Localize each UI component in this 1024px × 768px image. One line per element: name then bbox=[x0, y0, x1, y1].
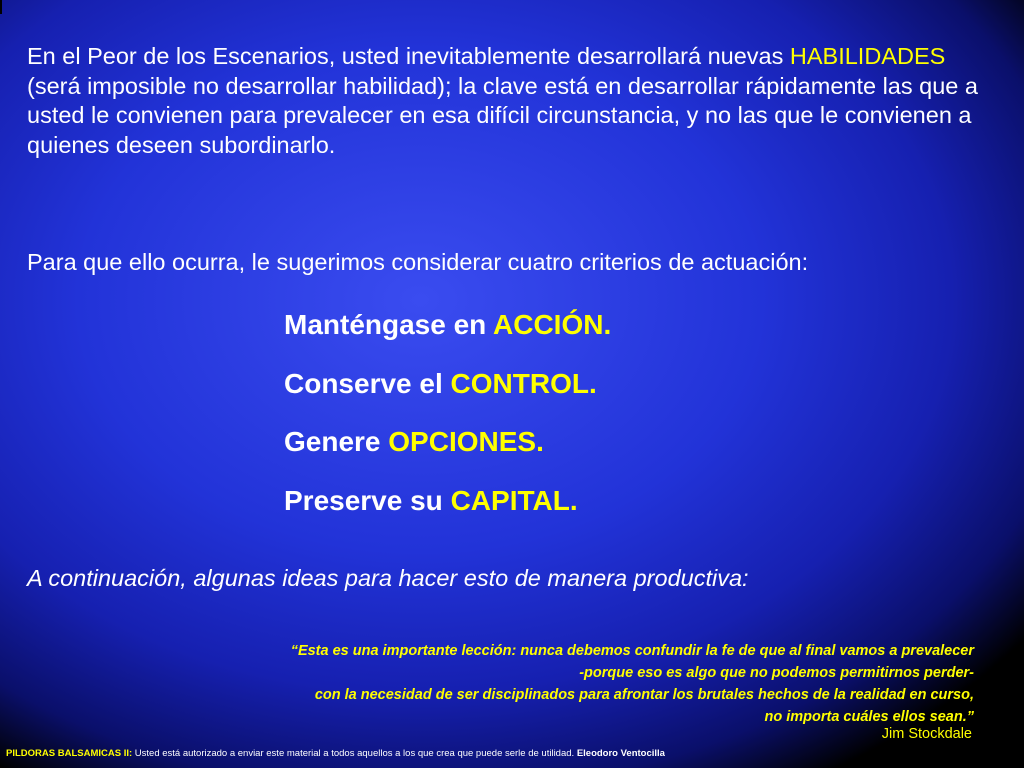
criterion-item bbox=[284, 423, 611, 482]
criterion-keyword: OPCIONES. bbox=[388, 426, 544, 457]
footer-notice: Usted está autorizado a enviar este material a todos aquellos a los que crea que puede serle de utilidad. bbox=[134, 748, 575, 759]
criterion-prefix: Conserve el bbox=[284, 367, 451, 399]
footer-author: Eleodoro Ventocilla bbox=[576, 748, 665, 759]
next-ideas-text: A continuación, algunas ideas para hacer esto de manera productiva: bbox=[27, 565, 749, 591]
intro-text-part2: (será imposible no desarrollar habilidad); la clave está en desarrollar rápidamente las que a usted le convienen para prevalecer en esa difícil circunstancia, y no las que le convienen a quienes deseen subordinarlo. bbox=[27, 72, 978, 158]
footer-brand: PILDORAS BALSAMICAS II: bbox=[6, 748, 133, 759]
criteria-list bbox=[284, 306, 611, 540]
slide-edge-mark bbox=[0, 0, 2, 14]
intro-paragraph bbox=[27, 42, 987, 160]
criterion-prefix: Manténgase en bbox=[284, 309, 494, 340]
intro-highlight: HABILIDADES bbox=[789, 43, 946, 69]
criterion-item bbox=[284, 482, 611, 541]
quote-line: “Esta es una importante lección: nunca debemos confundir la fe de que al final vamos a prevalecer bbox=[290, 643, 974, 659]
stockdale-quote bbox=[114, 640, 974, 728]
quote-line: con la necesidad de ser disciplinados para afrontar los brutales hechos de la realidad en curso, bbox=[314, 687, 974, 703]
criteria-lead: Para que ello ocurra, le sugerimos considerar cuatro criterios de actuación: bbox=[27, 249, 809, 275]
criterion-item bbox=[284, 365, 611, 424]
quote-author: Jim Stockdale bbox=[881, 726, 972, 742]
criterion-prefix: Preserve su bbox=[284, 484, 451, 516]
criterion-keyword: CONTROL. bbox=[450, 367, 597, 399]
criterion-prefix: Genere bbox=[284, 426, 389, 457]
criterion-keyword: ACCIÓN. bbox=[493, 309, 612, 340]
intro-text-part1: En el Peor de los Escenarios, usted inevitablemente desarrollará nuevas bbox=[27, 43, 790, 69]
quote-line: -porque eso es algo que no podemos permitirnos perder- bbox=[579, 665, 974, 681]
criterion-keyword: CAPITAL. bbox=[450, 484, 578, 516]
footer bbox=[6, 748, 665, 759]
criterion-item bbox=[284, 306, 611, 365]
quote-line: no importa cuáles ellos sean.” bbox=[764, 709, 974, 725]
